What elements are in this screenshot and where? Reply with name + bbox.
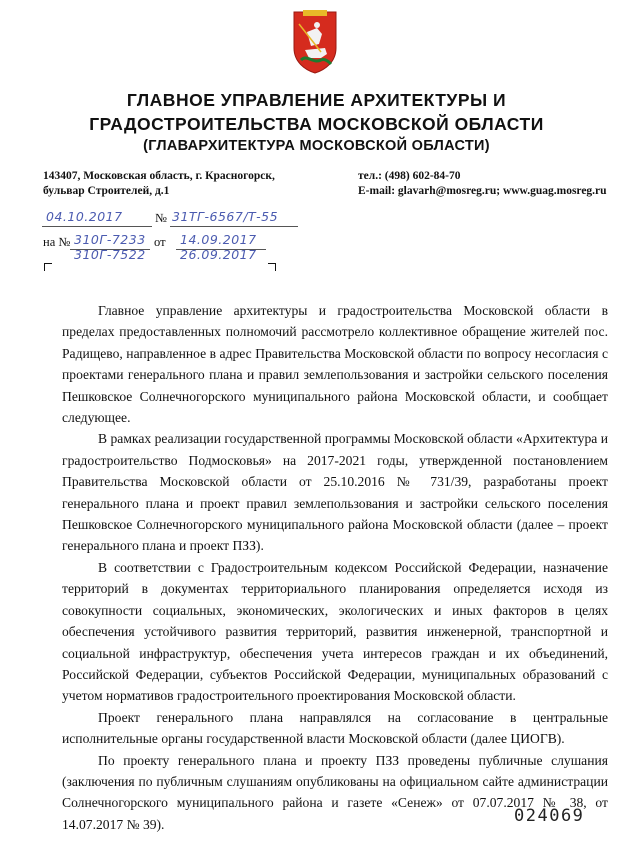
paragraph-2: В рамках реализации государственной программы Московской области «Архитектура и градостроительство Подмосковья» на 2017-2021 годы, утвержденной постановлением Правительства Московской области от 25.10.2016 № 731/39, разработаны проект генерального плана и проект правил землепользования и застройки сельского поселения Пешковское Солнечногорского муниципального района Московской области (далее – проект генерального плана и проект ПЗЗ).	[62, 431, 608, 554]
addressee-corner-right	[268, 263, 276, 271]
moscow-region-coat-of-arms-icon	[291, 10, 339, 74]
date-underline	[42, 226, 152, 227]
org-short-name: (ГЛАВАРХИТЕКТУРА МОСКОВСКОЙ ОБЛАСТИ)	[143, 138, 490, 154]
in-reply-date-2: 26.09.2017	[180, 247, 257, 262]
letter-body	[62, 300, 608, 835]
address-line-2: бульвар Строителей, д.1	[43, 185, 170, 197]
number-sign: №	[155, 211, 167, 225]
org-title-line-2: ГРАДОСТРОИТЕЛЬСТВА МОСКОВСКОЙ ОБЛАСТИ	[89, 114, 544, 134]
phone: тел.: (498) 602-84-70	[358, 170, 461, 182]
paragraph-3: В соответствии с Градостроительным кодексом Российской Федерации, назначение территорий в документах территориального планирования определяется исходя из совокупности социальных, экономических, экологических и иных факторов в целях обеспечения устойчивого развития территорий, развития инженерной, транспортной и социальной инфраструктур, обеспечения учета интересов граждан и их объединений, Российской Федерации, субъектов Российской Федерации, муниципальных образований с учетом нормативов градостроительного проектирования Московской области.	[62, 559, 608, 704]
contact-info	[358, 169, 607, 199]
email-and-site: E-mail: glavarh@mosreg.ru; www.guag.mosreg.ru	[358, 185, 607, 197]
in-reply-date-1: 14.09.2017	[180, 232, 257, 247]
in-reply-number-2: 310Г-7522	[74, 247, 146, 262]
addressee-corner-left	[44, 263, 52, 271]
postal-address	[43, 169, 275, 199]
number-underline	[170, 226, 298, 227]
outgoing-date: 04.10.2017	[46, 209, 123, 224]
in-reply-label: на №	[43, 235, 71, 249]
in-reply-number-1: 310Г-7233	[74, 232, 146, 247]
from-label: от	[154, 235, 166, 249]
paragraph-5: По проекту генерального плана и проекту ПЗЗ проведены публичные слушания (заключения по публичным слушаниям опубликованы на официальном сайте администрации Солнечногорского муниципального района и газете «Сенеж» от 07.07.2017 № 38, от 14.07.2017 № 39).	[62, 752, 608, 832]
paragraph-4: Проект генерального плана направлялся на согласование в центральные исполнительные органы государственной власти Московской области (далее ЦИОГВ).	[62, 709, 608, 747]
address-line-1: 143407, Московская область, г. Красногорск,	[43, 170, 275, 182]
outgoing-number: 31ТГ-6567/Т-55	[172, 209, 279, 224]
document-serial-number: 024069	[514, 806, 585, 826]
paragraph-1: Главное управление архитектуры и градостроительства Московской области в пределах предоставленных полномочий рассмотрело коллективное обращение жителей пос. Радищево, направленное в адрес Правительства Московской области по вопросу несогласия с проектами генерального плана и правил землепользования и застройки сельского поселения Пешковское Солнечногорского муниципального района Московской области, и сообщает следующее.	[62, 303, 608, 426]
org-title-line-1: ГЛАВНОЕ УПРАВЛЕНИЕ АРХИТЕКТУРЫ И	[126, 90, 507, 110]
